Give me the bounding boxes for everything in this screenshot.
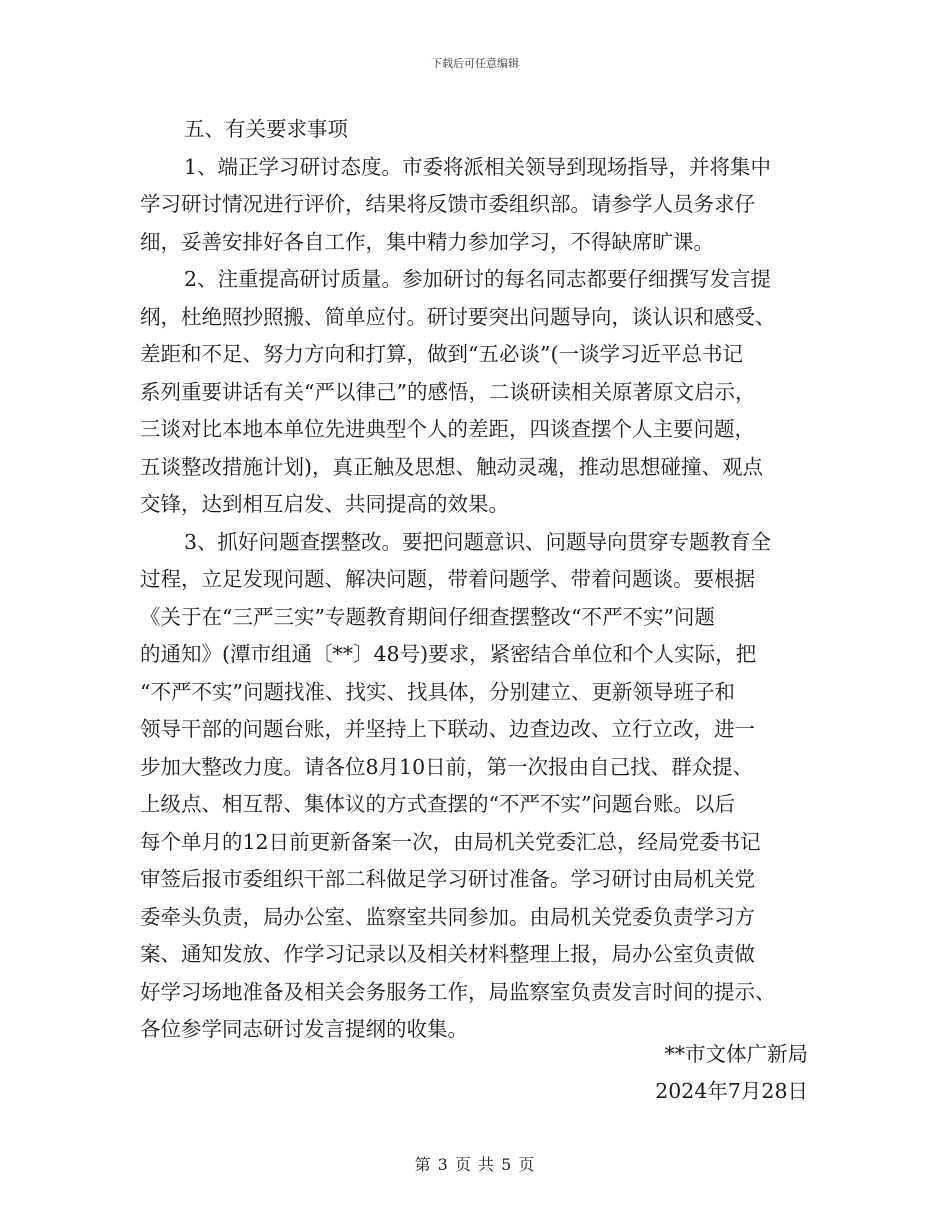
paragraph-line: 委牵头负责，局办公室、监察室共同参加。由局机关党委负责学习方 [140,904,755,929]
signature-organization: **市文体广新局 [664,1042,808,1066]
paragraph-line: 纲，杜绝照抄照搬、简单应付。研讨要突出问题导向，谈认识和感受、 [140,304,776,329]
paragraph-line: 《关于在“三严三实”专题教育期间仔细查摆整改“不严不实”问题 [140,604,715,629]
signature-date: 2024年7月28日 [655,1079,808,1103]
paragraph-line: 系列重要讲话有关“严以律己”的感悟，二谈研读相关原著原文启示， [140,379,756,404]
paragraph-line: 细，妥善安排好各自工作，集中精力参加学习，不得缺席旷课。 [140,229,714,254]
page-number: 第 3 页 共 5 页 [414,1155,536,1174]
paragraph-line: 交锋，达到相互启发、共同提高的效果。 [140,492,509,516]
section-heading: 五、有关要求事项 [184,117,348,141]
paragraph-line: 差距和不足、努力方向和打算，做到“五必谈”(一谈学习近平总书记 [140,342,743,366]
paragraph-line: 五谈整改措施计划)，真正触及思想、触动灵魂，推动思想碰撞、观点 [140,454,763,479]
document-body [140,111,810,1049]
page-header: 下载后可任意编辑 [431,57,519,70]
paragraph-line: 好学习场地准备及相关会务服务工作，局监察室负责发言时间的提示、 [140,979,776,1004]
paragraph-line: 各位参学同志研讨发言提纲的收集。 [140,1017,468,1041]
paragraph-line: 领导干部的问题台账，并坚持上下联动、边查边改、立行立改，进一 [140,717,755,741]
paragraph-line: “不严不实”问题找准、找实、找具体，分别建立、更新领导班子和 [140,679,735,704]
paragraph-line: 三谈对比本地本单位先进典型个人的差距，四谈查摆个人主要问题， [140,417,755,441]
paragraph-line: 过程，立足发现问题、解决问题，带着问题学、带着问题谈。要根据 [140,567,755,591]
paragraph-line: 审签后报市委组织干部二科做足学习研讨准备。学习研讨由局机关党 [140,867,755,891]
paragraph-line: 学习研讨情况进行评价，结果将反馈市委组织部。请参学人员务求仔 [140,192,755,216]
paragraph-line: 案、通知发放、作学习记录以及相关材料整理上报，局办公室负责做 [140,942,755,966]
paragraph-line: 每个单月的12日前更新备案一次，由局机关党委汇总，经局党委书记 [140,829,761,854]
paragraph-line: 的通知》(潭市组通〔**〕48号)要求，紧密结合单位和个人实际，把 [140,642,757,666]
paragraph-line: 2、注重提高研讨质量。参加研讨的每名同志都要仔细撰写发言提 [184,267,772,291]
paragraph-line: 1、端正学习研讨态度。市委将派相关领导到现场指导，并将集中 [184,154,772,179]
paragraph-line: 步加大整改力度。请各位8月10日前，第一次报由自己找、群众提、 [140,754,754,779]
paragraph-line: 3、抓好问题查摆整改。要把问题意识、问题导向贯穿专题教育全 [184,529,772,554]
paragraph-line: 上级点、相互帮、集体议的方式查摆的“不严不实”问题台账。以后 [140,792,735,816]
